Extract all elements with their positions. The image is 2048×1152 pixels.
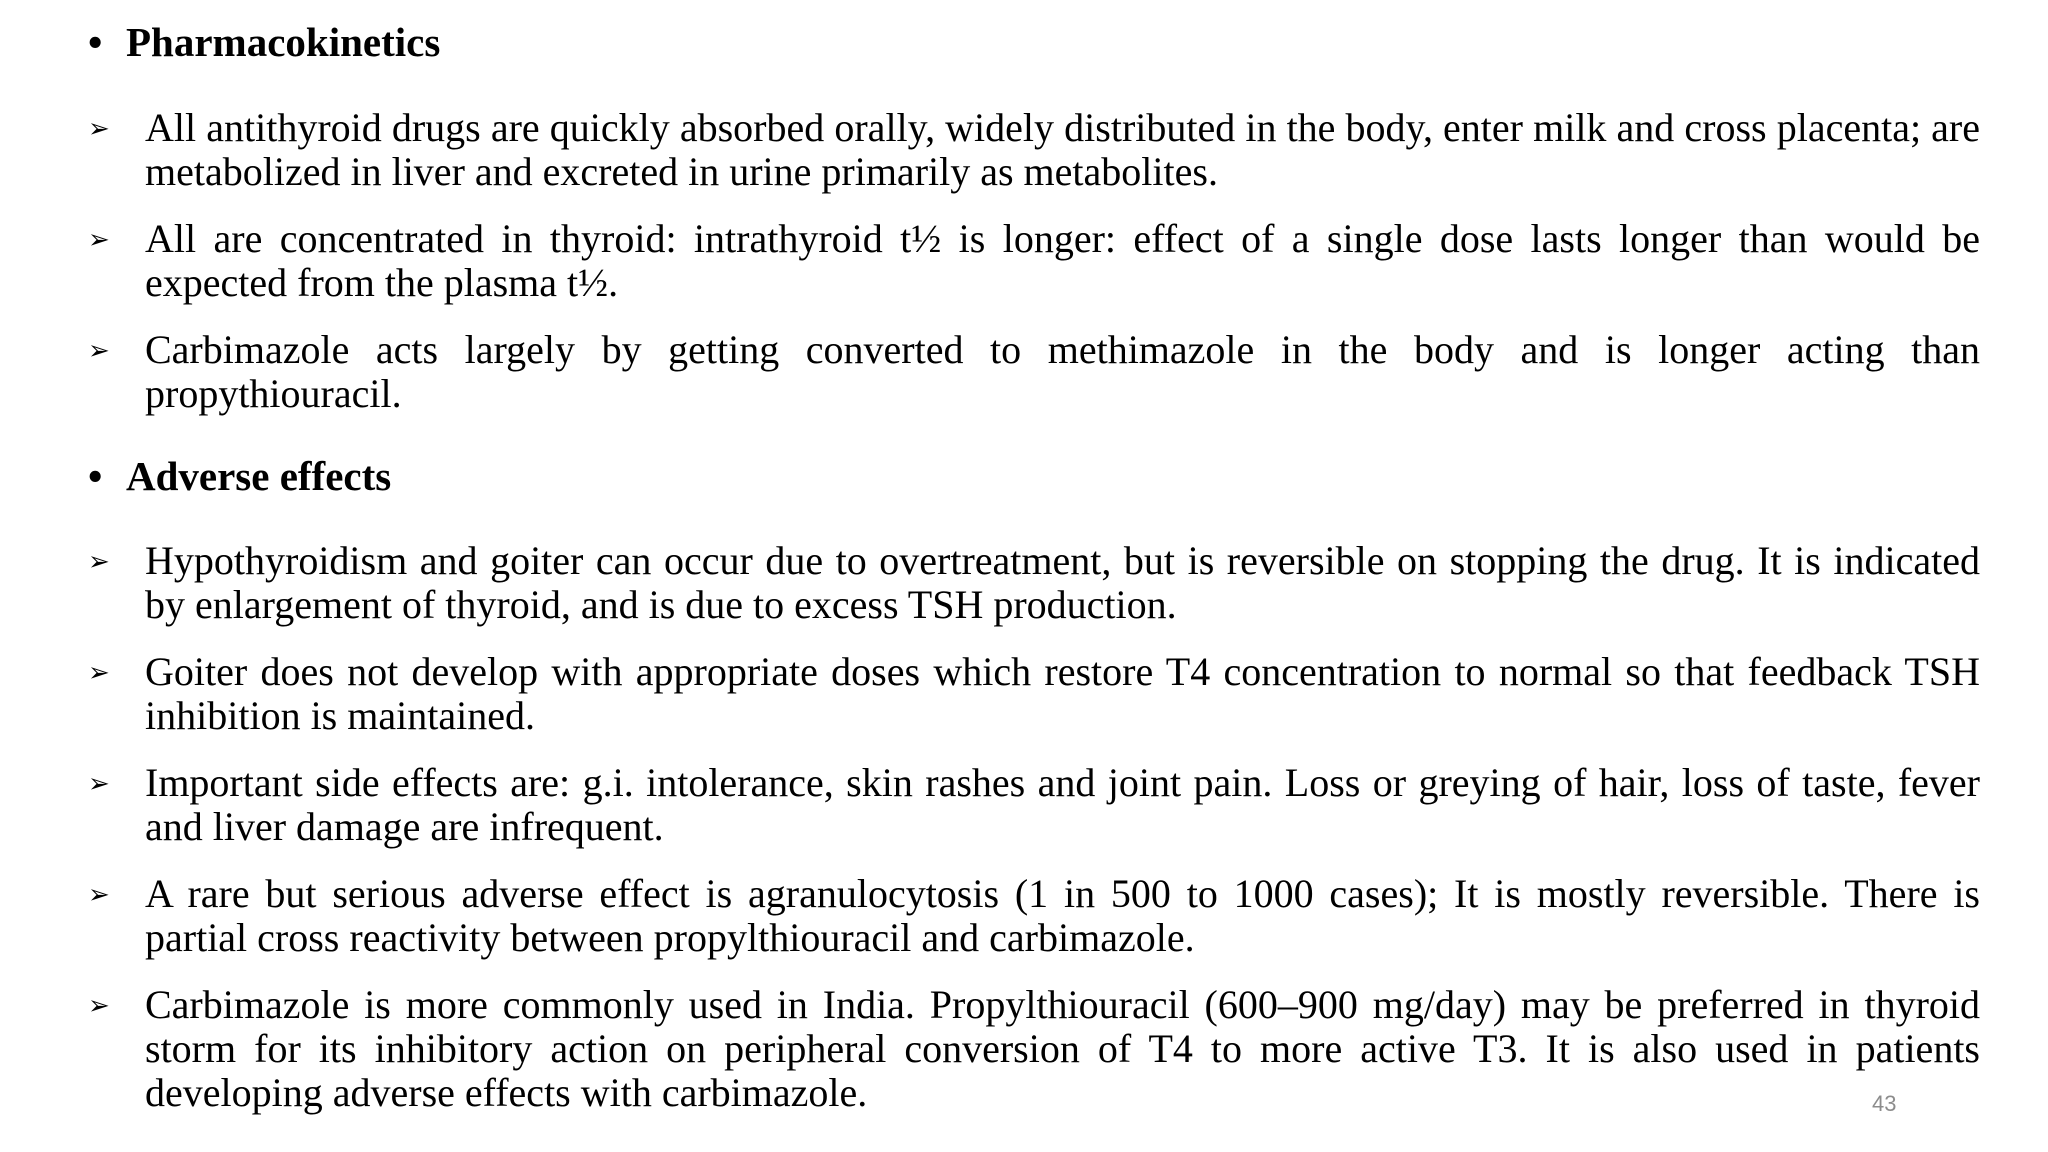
- list-item-text: Important side effects are: g.i. intolerance, skin rashes and joint pain. Loss or greying of hair, loss of taste, fever and liver damage are infrequent.: [145, 760, 1980, 849]
- list-item: [88, 106, 1980, 194]
- list-item-text: All are concentrated in thyroid: intrathyroid t½ is longer: effect of a single dose lasts longer than would be expected from the plasma t½.: [145, 216, 1980, 305]
- list-item-text: Hypothyroidism and goiter can occur due to overtreatment, but is reversible on stopping the drug. It is indicated by enlargement of thyroid, and is due to excess TSH production.: [145, 538, 1980, 627]
- list-item: [88, 650, 1980, 738]
- section-bullet-icon: •: [88, 19, 103, 65]
- list-item: [88, 328, 1980, 416]
- list-item: [88, 539, 1980, 627]
- list-item: [88, 983, 1980, 1115]
- arrow-bullet-icon: ➢: [88, 547, 110, 577]
- list-item-text: A rare but serious adverse effect is agranulocytosis (1 in 500 to 1000 cases); It is mostly reversible. There is partial cross reactivity between propylthiouracil and carbimazole.: [145, 871, 1980, 960]
- list-item: [88, 872, 1980, 960]
- section-heading-adverse-effects: [88, 452, 391, 500]
- section-heading-text: Pharmacokinetics: [126, 19, 441, 65]
- section-bullet-icon: •: [88, 453, 103, 499]
- arrow-bullet-icon: ➢: [88, 991, 110, 1021]
- list-item-text: Carbimazole acts largely by getting converted to methimazole in the body and is longer acting than propythiouracil.: [145, 327, 1980, 416]
- page-number: 43: [1872, 1091, 1897, 1116]
- list-item: [88, 217, 1980, 305]
- arrow-bullet-icon: ➢: [88, 336, 110, 366]
- section-heading-pharmacokinetics: [88, 18, 440, 66]
- section-heading-text: Adverse effects: [126, 453, 392, 499]
- arrow-bullet-icon: ➢: [88, 769, 110, 799]
- arrow-bullet-icon: ➢: [88, 225, 110, 255]
- list-item-text: All antithyroid drugs are quickly absorbed orally, widely distributed in the body, enter milk and cross placenta; are metabolized in liver and excreted in urine primarily as metabolites.: [145, 105, 1980, 194]
- arrow-bullet-icon: ➢: [88, 114, 110, 144]
- arrow-bullet-icon: ➢: [88, 880, 110, 910]
- list-item-text: Carbimazole is more commonly used in India. Propylthiouracil (600–900 mg/day) may be preferred in thyroid storm for its inhibitory action on peripheral conversion of T4 to more active T3. It is also used in patients developing adverse effects with carbimazole.: [145, 982, 1980, 1115]
- list-item: [88, 761, 1980, 849]
- list-item-text: Goiter does not develop with appropriate doses which restore T4 concentration to normal so that feedback TSH inhibition is maintained.: [145, 649, 1980, 738]
- arrow-bullet-icon: ➢: [88, 658, 110, 688]
